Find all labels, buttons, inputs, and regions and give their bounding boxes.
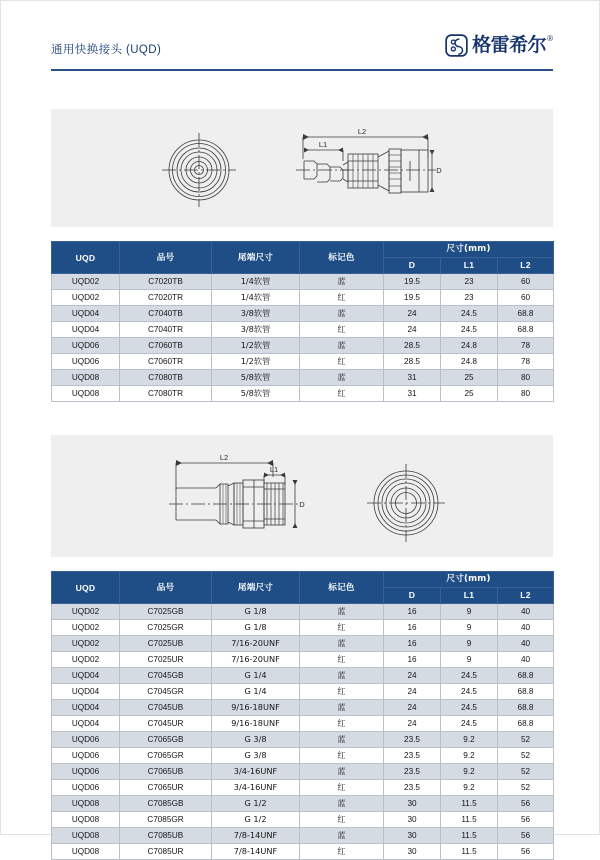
table-cell: 80 bbox=[498, 386, 554, 402]
table-body bbox=[52, 604, 554, 860]
table-cell: 16 bbox=[384, 636, 441, 652]
table-cell: 蓝 bbox=[300, 338, 384, 354]
table-cell: G 1/2 bbox=[212, 796, 300, 812]
col-marking-color: 标记色 bbox=[300, 572, 384, 604]
table-cell: 蓝 bbox=[300, 668, 384, 684]
table-row bbox=[52, 338, 554, 354]
table-cell: 7/8-14UNF bbox=[212, 844, 300, 860]
table-cell: 31 bbox=[384, 386, 441, 402]
table-cell: 红 bbox=[300, 620, 384, 636]
table-row bbox=[52, 732, 554, 748]
table-cell: 1/4软管 bbox=[212, 290, 300, 306]
table-cell: 5/8软管 bbox=[212, 386, 300, 402]
table-cell: UQD02 bbox=[52, 652, 120, 668]
threaded-coupling-figure bbox=[51, 435, 553, 557]
table-cell: 红 bbox=[300, 354, 384, 370]
table-cell: G 1/8 bbox=[212, 604, 300, 620]
side-section-view bbox=[296, 149, 436, 193]
table-cell: 52 bbox=[498, 764, 554, 780]
threaded-coupling-drawing bbox=[51, 435, 553, 557]
brand-logo bbox=[445, 34, 553, 57]
label-d: D bbox=[436, 166, 442, 175]
table-cell: 9 bbox=[441, 620, 498, 636]
table-cell: 红 bbox=[300, 652, 384, 668]
table-row bbox=[52, 668, 554, 684]
table-cell: 红 bbox=[300, 716, 384, 732]
table-cell: 蓝 bbox=[300, 700, 384, 716]
table-cell: 24.5 bbox=[441, 716, 498, 732]
table-cell: UQD02 bbox=[52, 620, 120, 636]
table-row bbox=[52, 780, 554, 796]
table-cell: 蓝 bbox=[300, 636, 384, 652]
hose-barb-spec-table bbox=[51, 241, 554, 402]
table-cell: 16 bbox=[384, 604, 441, 620]
table-cell: C7045GB bbox=[120, 668, 212, 684]
table-cell: 蓝 bbox=[300, 306, 384, 322]
table-cell: 80 bbox=[498, 370, 554, 386]
table-cell: C7065UB bbox=[120, 764, 212, 780]
table-row bbox=[52, 844, 554, 860]
table-row bbox=[52, 604, 554, 620]
table-cell: 红 bbox=[300, 812, 384, 828]
table-cell: 30 bbox=[384, 796, 441, 812]
table-cell: 23 bbox=[441, 274, 498, 290]
table-cell: UQD06 bbox=[52, 354, 120, 370]
table-cell: 52 bbox=[498, 780, 554, 796]
front-circular-view bbox=[367, 464, 445, 542]
table-cell: 25 bbox=[441, 370, 498, 386]
table-cell: UQD04 bbox=[52, 306, 120, 322]
table-cell: UQD02 bbox=[52, 290, 120, 306]
table-row bbox=[52, 370, 554, 386]
table-cell: C7065UR bbox=[120, 780, 212, 796]
table-cell: C7080TB bbox=[120, 370, 212, 386]
threaded-spec-table bbox=[51, 571, 554, 860]
table-cell: 9.2 bbox=[441, 780, 498, 796]
table-cell: C7085GR bbox=[120, 812, 212, 828]
table-cell: 7/16-20UNF bbox=[212, 636, 300, 652]
col-part-number: 品号 bbox=[120, 572, 212, 604]
header-divider bbox=[51, 69, 553, 71]
table-row bbox=[52, 828, 554, 844]
table-cell: 30 bbox=[384, 828, 441, 844]
table-cell: UQD08 bbox=[52, 844, 120, 860]
table-cell: 11.5 bbox=[441, 796, 498, 812]
table-cell: 40 bbox=[498, 636, 554, 652]
table-cell: 红 bbox=[300, 684, 384, 700]
table-row bbox=[52, 716, 554, 732]
table-cell: 68.8 bbox=[498, 684, 554, 700]
table-cell: UQD08 bbox=[52, 796, 120, 812]
brand-name: 格雷希尔 bbox=[472, 34, 547, 56]
col-uqd: UQD bbox=[52, 242, 120, 274]
table-cell: UQD08 bbox=[52, 386, 120, 402]
table-cell: 31 bbox=[384, 370, 441, 386]
registered-trademark-icon: ® bbox=[547, 34, 553, 43]
table-row bbox=[52, 796, 554, 812]
table-cell: UQD06 bbox=[52, 764, 120, 780]
label-l2: L2 bbox=[357, 127, 367, 136]
table-cell: 5/8软管 bbox=[212, 370, 300, 386]
table-cell: UQD08 bbox=[52, 812, 120, 828]
table-header-row-main bbox=[52, 572, 554, 588]
table-cell: UQD06 bbox=[52, 732, 120, 748]
table-cell: G 1/4 bbox=[212, 684, 300, 700]
table-cell: UQD04 bbox=[52, 684, 120, 700]
col-d: D bbox=[384, 258, 441, 274]
table-cell: UQD04 bbox=[52, 716, 120, 732]
table-cell: 52 bbox=[498, 732, 554, 748]
table-cell: 24.5 bbox=[441, 306, 498, 322]
table-cell: 25 bbox=[441, 386, 498, 402]
table-cell: UQD04 bbox=[52, 700, 120, 716]
table-cell: 9.2 bbox=[441, 748, 498, 764]
table-cell: C7080TR bbox=[120, 386, 212, 402]
hose-barb-coupling-figure bbox=[51, 109, 553, 227]
table-cell: 23 bbox=[441, 290, 498, 306]
table-cell: 24.8 bbox=[441, 338, 498, 354]
col-tail-size: 尾端尺寸 bbox=[212, 572, 300, 604]
table-cell: 16 bbox=[384, 652, 441, 668]
table-cell: 56 bbox=[498, 812, 554, 828]
table-cell: G 1/2 bbox=[212, 812, 300, 828]
table-cell: 3/4-16UNF bbox=[212, 780, 300, 796]
table-cell: 78 bbox=[498, 338, 554, 354]
table-cell: 24 bbox=[384, 700, 441, 716]
table-cell: 9 bbox=[441, 652, 498, 668]
table-cell: 9.2 bbox=[441, 764, 498, 780]
table-cell: 3/8软管 bbox=[212, 322, 300, 338]
table-cell: 16 bbox=[384, 620, 441, 636]
hose-barb-drawing bbox=[51, 109, 553, 227]
table-cell: 3/8软管 bbox=[212, 306, 300, 322]
table-head bbox=[52, 242, 554, 274]
table-cell: C7065GR bbox=[120, 748, 212, 764]
table-cell: 24 bbox=[384, 716, 441, 732]
table-cell: G 1/8 bbox=[212, 620, 300, 636]
table-cell: 3/4-16UNF bbox=[212, 764, 300, 780]
table-cell: 23.5 bbox=[384, 780, 441, 796]
table-cell: UQD02 bbox=[52, 604, 120, 620]
table-cell: 红 bbox=[300, 386, 384, 402]
table-row bbox=[52, 354, 554, 370]
table-cell: C7045UB bbox=[120, 700, 212, 716]
table-row bbox=[52, 322, 554, 338]
table-cell: 蓝 bbox=[300, 764, 384, 780]
table-cell: G 3/8 bbox=[212, 732, 300, 748]
table-cell: 9/16-18UNF bbox=[212, 716, 300, 732]
table-cell: C7085UR bbox=[120, 844, 212, 860]
table-cell: 1/4软管 bbox=[212, 274, 300, 290]
side-section-view bbox=[169, 480, 299, 528]
table-cell: C7040TR bbox=[120, 322, 212, 338]
table-row bbox=[52, 700, 554, 716]
table-cell: C7040TB bbox=[120, 306, 212, 322]
table-cell: 9.2 bbox=[441, 732, 498, 748]
table-cell: 30 bbox=[384, 812, 441, 828]
dimension-l2 bbox=[176, 460, 273, 490]
col-tail-size: 尾端尺寸 bbox=[212, 242, 300, 274]
table-cell: 19.5 bbox=[384, 290, 441, 306]
table-cell: 蓝 bbox=[300, 828, 384, 844]
table-cell: 68.8 bbox=[498, 700, 554, 716]
label-l1: L1 bbox=[269, 465, 279, 474]
table-row bbox=[52, 652, 554, 668]
table-cell: UQD08 bbox=[52, 828, 120, 844]
table-cell: C7065GB bbox=[120, 732, 212, 748]
table-cell: 9/16-18UNF bbox=[212, 700, 300, 716]
table-body bbox=[52, 274, 554, 402]
table-cell: 1/2软管 bbox=[212, 338, 300, 354]
table-row bbox=[52, 748, 554, 764]
page-header bbox=[51, 1, 553, 73]
table-cell: 68.8 bbox=[498, 716, 554, 732]
label-l1: L1 bbox=[318, 140, 328, 149]
table-cell: 红 bbox=[300, 290, 384, 306]
table-row bbox=[52, 684, 554, 700]
table-cell: 7/8-14UNF bbox=[212, 828, 300, 844]
page-title: 通用快换接头 (UQD) bbox=[51, 44, 162, 56]
table-cell: C7025GB bbox=[120, 604, 212, 620]
table-cell: 11.5 bbox=[441, 828, 498, 844]
table-cell: C7025UB bbox=[120, 636, 212, 652]
dimension-l1 bbox=[304, 148, 343, 162]
table-cell: 蓝 bbox=[300, 796, 384, 812]
table-cell: C7025UR bbox=[120, 652, 212, 668]
table-cell: C7020TR bbox=[120, 290, 212, 306]
table-cell: 60 bbox=[498, 274, 554, 290]
brand-mark-icon bbox=[445, 34, 468, 57]
table-cell: C7045GR bbox=[120, 684, 212, 700]
table-cell: UQD02 bbox=[52, 274, 120, 290]
table-cell: 52 bbox=[498, 748, 554, 764]
table-cell: 56 bbox=[498, 796, 554, 812]
table-cell: 红 bbox=[300, 748, 384, 764]
table-cell: UQD04 bbox=[52, 668, 120, 684]
table-cell: 24 bbox=[384, 322, 441, 338]
table-cell: UQD06 bbox=[52, 780, 120, 796]
front-circular-view bbox=[162, 133, 236, 207]
table-cell: 24.5 bbox=[441, 668, 498, 684]
table-cell: C7060TR bbox=[120, 354, 212, 370]
table-cell: 68.8 bbox=[498, 322, 554, 338]
table-cell: 28.5 bbox=[384, 354, 441, 370]
table-cell: 60 bbox=[498, 290, 554, 306]
col-marking-color: 标记色 bbox=[300, 242, 384, 274]
section-spacer bbox=[51, 402, 553, 435]
table-cell: G 1/4 bbox=[212, 668, 300, 684]
page-content bbox=[51, 1, 553, 860]
table-cell: UQD04 bbox=[52, 322, 120, 338]
table-cell: 78 bbox=[498, 354, 554, 370]
table-cell: 24 bbox=[384, 306, 441, 322]
col-l2: L2 bbox=[498, 258, 554, 274]
table-cell: UQD06 bbox=[52, 748, 120, 764]
table-cell: 68.8 bbox=[498, 668, 554, 684]
table-cell: 56 bbox=[498, 828, 554, 844]
table-cell: 19.5 bbox=[384, 274, 441, 290]
table-row bbox=[52, 620, 554, 636]
label-l2: L2 bbox=[219, 453, 229, 462]
table-cell: C7020TB bbox=[120, 274, 212, 290]
table-cell: 11.5 bbox=[441, 844, 498, 860]
col-dimensions-group: 尺寸(mm) bbox=[384, 572, 554, 588]
table-cell: 24.5 bbox=[441, 322, 498, 338]
table-row bbox=[52, 764, 554, 780]
table-cell: C7060TB bbox=[120, 338, 212, 354]
table-cell: C7085GB bbox=[120, 796, 212, 812]
col-part-number: 品号 bbox=[120, 242, 212, 274]
table-row bbox=[52, 274, 554, 290]
table-cell: C7025GR bbox=[120, 620, 212, 636]
table-row bbox=[52, 636, 554, 652]
col-uqd: UQD bbox=[52, 572, 120, 604]
col-l1: L1 bbox=[441, 588, 498, 604]
table-cell: 1/2软管 bbox=[212, 354, 300, 370]
table-cell: 蓝 bbox=[300, 274, 384, 290]
col-d: D bbox=[384, 588, 441, 604]
table-cell: 24.5 bbox=[441, 684, 498, 700]
table-cell: UQD06 bbox=[52, 338, 120, 354]
table-cell: 红 bbox=[300, 322, 384, 338]
table-cell: 23.5 bbox=[384, 764, 441, 780]
table-cell: 9 bbox=[441, 604, 498, 620]
table-cell: G 3/8 bbox=[212, 748, 300, 764]
table-cell: 11.5 bbox=[441, 812, 498, 828]
col-l1: L1 bbox=[441, 258, 498, 274]
table-cell: 24 bbox=[384, 684, 441, 700]
table-row bbox=[52, 290, 554, 306]
table-cell: 红 bbox=[300, 844, 384, 860]
col-l2: L2 bbox=[498, 588, 554, 604]
table-cell: 7/16-20UNF bbox=[212, 652, 300, 668]
table-cell: 24.5 bbox=[441, 700, 498, 716]
table-head bbox=[52, 572, 554, 604]
table-cell: 蓝 bbox=[300, 732, 384, 748]
table-cell: 23.5 bbox=[384, 732, 441, 748]
table-cell: 56 bbox=[498, 844, 554, 860]
table-cell: 9 bbox=[441, 636, 498, 652]
table-row bbox=[52, 386, 554, 402]
table-header-row-main bbox=[52, 242, 554, 258]
label-d: D bbox=[299, 500, 305, 509]
table-cell: 40 bbox=[498, 620, 554, 636]
table-cell: UQD08 bbox=[52, 370, 120, 386]
table-cell: 24 bbox=[384, 668, 441, 684]
table-cell: UQD02 bbox=[52, 636, 120, 652]
table-cell: 68.8 bbox=[498, 306, 554, 322]
table-cell: 40 bbox=[498, 604, 554, 620]
table-row bbox=[52, 306, 554, 322]
table-cell: 红 bbox=[300, 780, 384, 796]
table-cell: 40 bbox=[498, 652, 554, 668]
table-cell: 28.5 bbox=[384, 338, 441, 354]
table-cell: 23.5 bbox=[384, 748, 441, 764]
table-cell: C7045UR bbox=[120, 716, 212, 732]
table-cell: 蓝 bbox=[300, 370, 384, 386]
table-cell: 24.8 bbox=[441, 354, 498, 370]
table-row bbox=[52, 812, 554, 828]
table-cell: 30 bbox=[384, 844, 441, 860]
col-dimensions-group: 尺寸(mm) bbox=[384, 242, 554, 258]
table-cell: 蓝 bbox=[300, 604, 384, 620]
table-cell: C7085UB bbox=[120, 828, 212, 844]
